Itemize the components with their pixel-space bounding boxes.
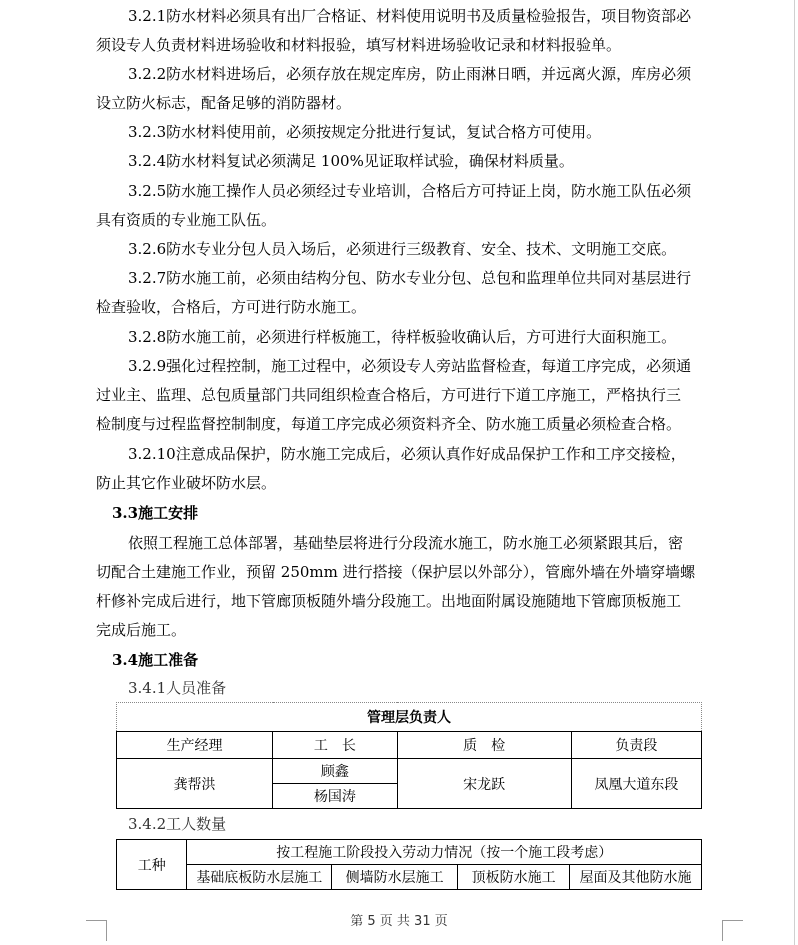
heading-3-3: 3.3施工安排 — [112, 504, 199, 522]
heading-3-4: 3.4施工准备 — [112, 651, 199, 669]
para-3-2-10-b: 防止其它作业破坏防水层。 — [96, 474, 277, 492]
para-3-2-10-a: 3.2.10注意成品保护，防水施工完成后，必须认真作好成品保护工作和工序交接检， — [128, 445, 686, 463]
header-stage-sidewall: 侧墙防水层施工 — [332, 865, 458, 890]
header-stage-foundation: 基础底板防水层施工 — [187, 865, 332, 890]
para-3-3-d: 完成后施工。 — [96, 621, 187, 639]
personnel-table — [116, 702, 702, 809]
header-stage-roofslab: 顶板防水施工 — [458, 865, 570, 890]
para-3-2-6: 3.2.6防水专业分包人员入场后，必须进行三级教育、安全、技术、文明施工交底。 — [128, 240, 677, 258]
para-3-2-7-a: 3.2.7防水施工前，必须由结构分包、防水专业分包、总包和监理单位共同对基层进行 — [128, 269, 692, 287]
para-3-3-c: 杆修补完成后进行，地下管廊顶板随外墙分段施工。出地面附属设施随地下管廊顶板施工 — [96, 592, 682, 610]
labor-table — [116, 839, 702, 890]
header-stage-roof-other: 屋面及其他防水施 — [570, 865, 702, 890]
cell-manager-name: 龚帮洪 — [117, 759, 273, 809]
para-3-3-a: 依照工程施工总体部署，基础垫层将进行分段流水施工，防水施工必须紧跟其后，密 — [128, 534, 684, 552]
cell-foreman-1: 顾鑫 — [273, 759, 397, 784]
page-edge — [794, 0, 795, 945]
header-trade: 工种 — [117, 840, 187, 890]
cell-foreman-2: 杨国涛 — [273, 784, 397, 809]
header-production-manager: 生产经理 — [117, 732, 273, 759]
para-3-2-1-a: 3.2.1防水材料必须具有出厂合格证、材料使用说明书及质量检验报告，项目物资部必 — [128, 7, 692, 25]
para-3-2-9-a: 3.2.9强化过程控制，施工过程中，必须设专人旁站监督检查，每道工序完成，必须通 — [128, 357, 692, 375]
para-3-2-3: 3.2.3防水材料使用前，必须按规定分批进行复试，复试合格方可使用。 — [128, 123, 602, 141]
para-3-2-8: 3.2.8防水施工前，必须进行样板施工，待样板验收确认后，方可进行大面积施工。 — [128, 328, 677, 346]
para-3-2-5-a: 3.2.5防水施工操作人员必须经过专业培训，合格后方可持证上岗，防水施工队伍必须 — [128, 182, 692, 200]
para-3-2-5-b: 具有资质的专业施工队伍。 — [96, 211, 277, 229]
para-3-3-b: 切配合土建施工作业，预留 250mm 进行搭接（保护层以外部分），管廊外墙在外墙穿墙螺 — [96, 563, 696, 581]
para-3-2-4: 3.2.4防水材料复试必须满足 100%见证取样试验，确保材料质量。 — [128, 152, 574, 170]
header-foreman: 工 长 — [273, 732, 397, 759]
para-3-2-2-b: 设立防火标志，配备足够的消防器材。 — [96, 94, 352, 112]
para-3-2-9-c: 检制度与过程监督控制制度，每道工序完成必须资料齐全、防水施工质量必须检查合格。 — [96, 415, 682, 433]
header-labor-by-stage: 按工程施工阶段投入劳动力情况（按一个施工段考虑） — [187, 840, 702, 865]
header-quality-inspector: 质 检 — [397, 732, 571, 759]
cell-section-name: 凤凰大道东段 — [571, 759, 701, 809]
cell-qc-name: 宋龙跃 — [397, 759, 571, 809]
personnel-table-title: 管理层负责人 — [117, 703, 702, 732]
para-3-2-2-a: 3.2.2防水材料进场后，必须存放在规定库房，防止雨淋日晒，并远离火源，库房必须 — [128, 65, 692, 83]
para-3-2-1-b: 须设专人负责材料进场验收和材料报验，填写材料进场验收记录和材料报验单。 — [96, 36, 622, 54]
para-3-2-9-b: 过业主、监理、总包质量部门共同组织检查合格后，方可进行下道工序施工，严格执行三 — [96, 386, 682, 404]
page-number-footer: 第 5 页 共 31 页 — [350, 914, 448, 929]
heading-3-4-1: 3.4.1人员准备 — [128, 679, 227, 697]
heading-3-4-2: 3.4.2工人数量 — [128, 815, 227, 833]
para-3-2-7-b: 检查验收，合格后，方可进行防水施工。 — [96, 298, 367, 316]
header-section: 负责段 — [571, 732, 701, 759]
